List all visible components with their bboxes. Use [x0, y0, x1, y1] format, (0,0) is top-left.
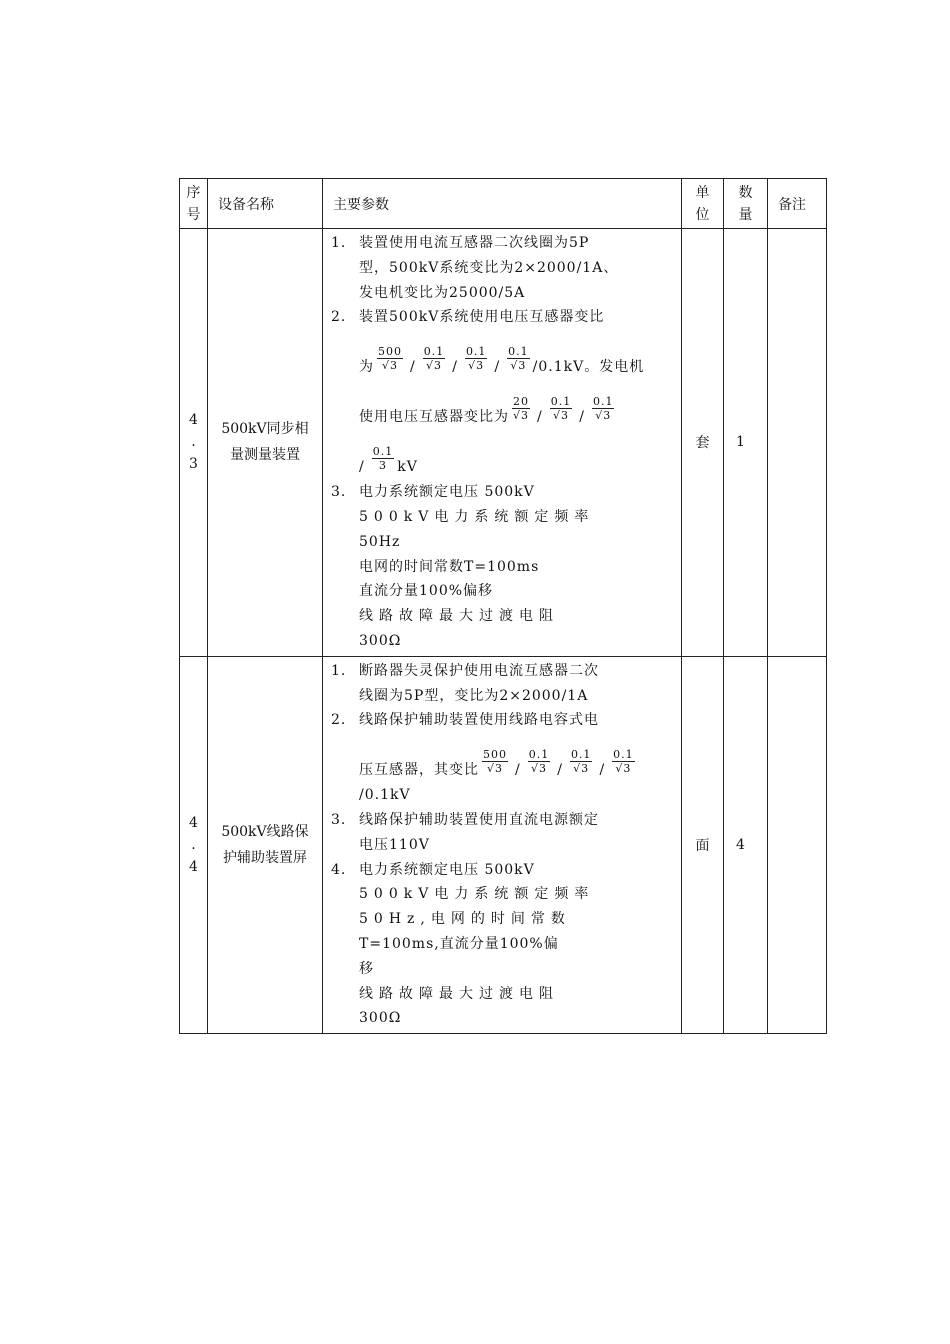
param-item [331, 708, 677, 808]
device-name-line: 量测量装置 [230, 447, 300, 464]
fraction-denominator: √3 [573, 762, 590, 776]
param-text: 直流分量100%偏移 [359, 583, 494, 600]
header-seq [180, 179, 208, 229]
param-item [331, 231, 677, 305]
fraction [507, 345, 530, 372]
param-text: 50Hz [359, 533, 401, 550]
param-text: 型，500kV系统变比为2×2000/1A、 [359, 259, 619, 276]
param-text: 电网的时间常数T=100ms [359, 558, 540, 575]
param-text: 300Ω [359, 1010, 402, 1027]
param-text: 压互感器，其变比 [359, 762, 479, 779]
param-text: 使用电压互感器变比为 [359, 409, 509, 426]
slash: / [599, 762, 606, 779]
header-qty-char: 量 [738, 206, 753, 223]
param-text: 装置使用电流互感器二次线圈为5P [359, 235, 590, 251]
header-qty-char: 数 [738, 184, 753, 201]
param-item [331, 659, 677, 709]
fraction-numerator: 0.1 [592, 395, 614, 409]
header-name: 设备名称 [208, 179, 323, 229]
param-item-number: 1. [331, 662, 347, 679]
ratio-formula [359, 430, 677, 480]
param-text: 装置500kV系统使用电压互感器变比 [359, 309, 605, 326]
equipment-table [179, 178, 827, 1034]
slash: / [452, 359, 458, 376]
fraction [482, 748, 508, 775]
fraction-denominator: √3 [530, 762, 547, 776]
fraction [372, 445, 395, 472]
header-note: 备注 [768, 179, 827, 229]
fraction [612, 748, 635, 775]
fraction-denominator: √3 [425, 359, 442, 373]
param-item-number: 2. [331, 712, 347, 729]
slash: / [557, 762, 563, 779]
header-unit-char: 位 [695, 206, 710, 223]
row-note [768, 656, 827, 1033]
row-qty: 4 [724, 656, 768, 1033]
param-text: 发电机变比为25000/5A [359, 284, 526, 301]
fraction-numerator: 0.1 [372, 445, 394, 459]
fraction-denominator: √3 [468, 359, 485, 373]
fraction [570, 748, 593, 775]
row-unit: 面 [682, 656, 724, 1033]
fraction-numerator: 0.1 [570, 748, 592, 762]
fraction [377, 345, 403, 372]
param-text: 500kV电力系统额定频率 [359, 508, 595, 525]
param-text: 线路保护辅助装置使用线路电容式电 [359, 712, 599, 729]
param-text: 500kV电力系统额定频率 [359, 886, 595, 903]
param-text: kV [397, 459, 418, 476]
ratio-formula [359, 330, 677, 380]
fraction-numerator: 0.1 [613, 748, 634, 762]
fraction-denominator: √3 [510, 359, 527, 373]
param-item [331, 858, 677, 1032]
fraction-denominator: 3 [378, 459, 387, 473]
param-item [331, 480, 677, 654]
param-item [331, 305, 677, 480]
param-item-number: 1. [331, 235, 347, 251]
slash: / [579, 409, 585, 426]
param-item [331, 808, 677, 858]
param-text: 300Ω [359, 632, 402, 649]
seq-char: 3 [189, 456, 198, 473]
param-text: 线路故障最大过渡电阻 [359, 608, 559, 625]
row-note [768, 229, 827, 657]
seq-char: 4 [189, 814, 198, 831]
fraction-denominator: √3 [513, 409, 530, 423]
fraction-numerator: 0.1 [508, 345, 529, 359]
device-name-line: 护辅助装置屏 [223, 849, 307, 866]
fraction [592, 395, 615, 422]
fraction [528, 748, 551, 775]
row-params [323, 656, 682, 1033]
row-qty: 1 [724, 229, 768, 657]
fraction [550, 395, 573, 422]
slash: / [515, 762, 521, 779]
fraction-numerator: 20 [513, 395, 529, 409]
param-text: 为 [359, 359, 374, 376]
ratio-formula [359, 380, 677, 430]
table-row [180, 656, 827, 1033]
fraction [512, 395, 530, 422]
header-seq-char: 号 [186, 206, 201, 223]
param-text: 电压110V [359, 836, 430, 853]
slash: / [359, 459, 365, 476]
fraction-numerator: 500 [483, 748, 507, 762]
param-item-number: 4. [331, 861, 347, 878]
device-name-line: 500kV线路保 [221, 823, 309, 840]
row-params [323, 229, 682, 657]
fraction-denominator: √3 [595, 409, 612, 423]
param-text: 断路器失灵保护使用电流互感器二次 [359, 662, 599, 679]
header-params: 主要参数 [323, 179, 682, 229]
header-qty [724, 179, 768, 229]
header-unit [682, 179, 724, 229]
fraction-numerator: 0.1 [465, 345, 487, 359]
fraction-denominator: √3 [381, 359, 398, 373]
row-seq [180, 656, 208, 1033]
row-device-name [208, 656, 323, 1033]
param-text: /0.1kV [359, 787, 411, 804]
fraction-denominator: √3 [615, 762, 632, 776]
header-unit-char: 单 [695, 184, 710, 201]
seq-char: . [191, 836, 196, 853]
row-device-name [208, 229, 323, 657]
slash: / [410, 359, 416, 376]
param-text: T=100ms,直流分量100%偏 [359, 935, 559, 952]
table-header-row [180, 179, 827, 229]
slash: / [537, 409, 543, 426]
row-seq [180, 229, 208, 657]
param-text: /0.1kV。发电机 [532, 359, 645, 376]
seq-char: 4 [189, 412, 198, 429]
ratio-formula [359, 733, 677, 783]
row-unit: 套 [682, 229, 724, 657]
fraction-numerator: 0.1 [528, 748, 550, 762]
fraction-numerator: 0.1 [550, 395, 572, 409]
fraction-denominator: √3 [486, 762, 503, 776]
param-text: 线路保护辅助装置使用直流电源额定 [359, 811, 599, 828]
param-text: 电力系统额定电压 500kV [359, 861, 535, 878]
seq-char: . [191, 434, 196, 451]
param-text: 线路故障最大过渡电阻 [359, 985, 559, 1002]
fraction-numerator: 500 [378, 345, 402, 359]
seq-char: 4 [189, 858, 198, 875]
fraction [465, 345, 488, 372]
table-row [180, 229, 827, 657]
device-name-line: 500kV同步相 [221, 421, 309, 438]
slash: / [494, 359, 501, 376]
fraction-denominator: √3 [552, 409, 569, 423]
fraction-numerator: 0.1 [423, 345, 445, 359]
header-seq-char: 序 [186, 184, 201, 201]
param-text: 移 [359, 960, 374, 977]
param-text: 50Hz,电网的时间常数 [359, 911, 571, 928]
param-item-number: 3. [331, 811, 347, 828]
param-item-number: 3. [331, 484, 347, 501]
fraction [423, 345, 446, 372]
param-text: 线圈为5P型，变比为2×2000/1A [359, 687, 589, 704]
param-item-number: 2. [331, 309, 347, 326]
param-text: 电力系统额定电压 500kV [359, 484, 535, 501]
